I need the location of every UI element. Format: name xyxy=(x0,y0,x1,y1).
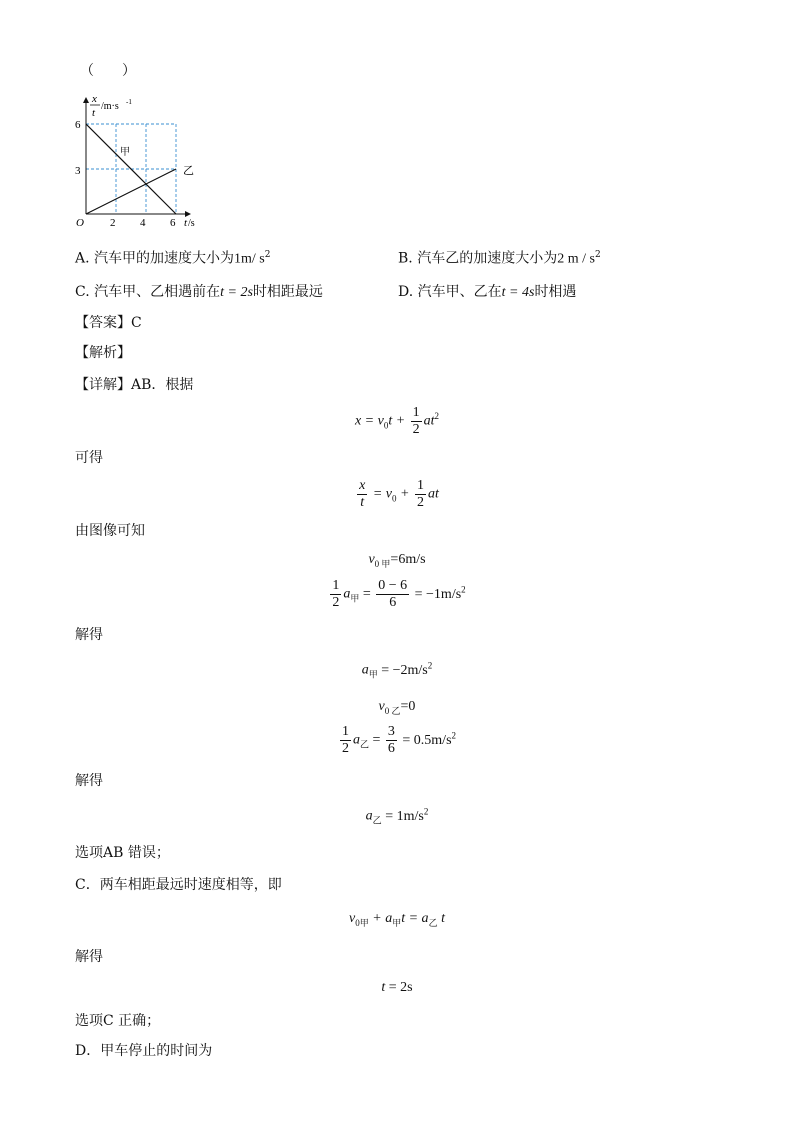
equation-a-yi-result: $a_乙 = 1m/s^2$ xyxy=(365,806,429,826)
equation-kinematics: $x = v_0t$ + $\frac{1}{2}$ $at^2$ xyxy=(354,405,440,437)
option-b-sup: 2 xyxy=(594,250,601,260)
option-a-sup: 2 xyxy=(264,250,271,260)
equation-equal-velocity: $v_{0甲} + a_甲t = a_乙$ t xyxy=(349,911,445,928)
answer: 【答案】C xyxy=(75,315,142,331)
option-a-text: A. 汽车甲的加速度大小为 xyxy=(75,250,235,267)
option-d-post: 时相遇 xyxy=(534,284,577,300)
option-b xyxy=(398,246,601,269)
y-tick-6: 6 xyxy=(75,119,81,131)
equation-v0-jia: $v_{0 甲}=6m/s$ xyxy=(368,552,426,569)
text-you-tu: 由图像可知 xyxy=(75,523,145,539)
text-ab-wrong: 选项AB 错误； xyxy=(75,845,170,861)
option-c-post: 时相距最远 xyxy=(252,284,323,300)
option-b-value: 2 m / s xyxy=(557,251,595,267)
detail-heading: 【详解】AB．根据 xyxy=(75,377,194,393)
option-a-value: 1m/ s xyxy=(234,251,265,267)
equation-a-yi-half: $\frac{1}{2}$ $a_乙$ = $\frac{3}{6}$ = $0.5m/s^2$ xyxy=(341,724,457,756)
origin-label: O xyxy=(76,217,84,229)
y-axis-label-num: x xyxy=(92,93,97,105)
question-bracket: （ ） xyxy=(80,63,136,79)
equation-v0-yi: $v_{0 乙}=0$ xyxy=(378,699,416,716)
text-c-right: 选项C 正确； xyxy=(75,1013,161,1029)
y-tick-3: 3 xyxy=(75,165,81,177)
series-line-yi xyxy=(86,169,176,214)
option-d-text: D. 汽车甲、乙在 xyxy=(398,284,502,300)
option-c-math: t = 2s xyxy=(220,285,253,300)
option-a xyxy=(75,246,270,269)
equation-a-jia-half: $\frac{1}{2}$ $a_甲$ = $\frac{0 - 6}{6}$ = $-1m/s^2$ xyxy=(332,578,466,610)
x-axis-label: t xyxy=(184,217,188,229)
text-ke-de: 可得 xyxy=(75,450,103,466)
text-jie-de-1: 解得 xyxy=(75,627,103,643)
option-d-math: t = 4s xyxy=(501,285,535,300)
equation-t-result: t = 2s xyxy=(381,980,413,995)
option-b-text: B. 汽车乙的加速度大小为 xyxy=(398,250,558,267)
text-jie-de-3: 解得 xyxy=(75,949,103,965)
x-tick-2: 2 xyxy=(110,217,116,229)
series-label-yi: 乙 xyxy=(183,165,194,177)
option-c-text: C. 汽车甲、乙相遇前在 xyxy=(75,284,221,300)
equation-a-jia-result: $a_甲 = -2m/s^2$ xyxy=(361,660,433,680)
velocity-time-graph xyxy=(70,92,220,232)
text-c-intro: C．两车相距最远时速度相等，即 xyxy=(75,877,282,893)
x-tick-4: 4 xyxy=(140,217,146,229)
series-label-jia: 甲 xyxy=(120,147,130,158)
x-tick-6: 6 xyxy=(170,217,176,229)
option-c xyxy=(75,283,323,302)
analysis-heading: 【解析】 xyxy=(75,345,131,361)
text-d-intro: D．甲车停止的时间为 xyxy=(75,1043,213,1059)
x-axis-unit: /s xyxy=(188,218,195,229)
equation-average-velocity: $\frac{x}{t}$ = $v_0$ + $\frac{1}{2}$ at xyxy=(359,478,439,510)
y-axis-label-den: t xyxy=(92,107,96,119)
y-axis-unit: /m·s xyxy=(101,101,119,112)
text-jie-de-2: 解得 xyxy=(75,773,103,789)
y-axis-unit-sup: -1 xyxy=(126,98,132,106)
option-d xyxy=(398,283,576,302)
